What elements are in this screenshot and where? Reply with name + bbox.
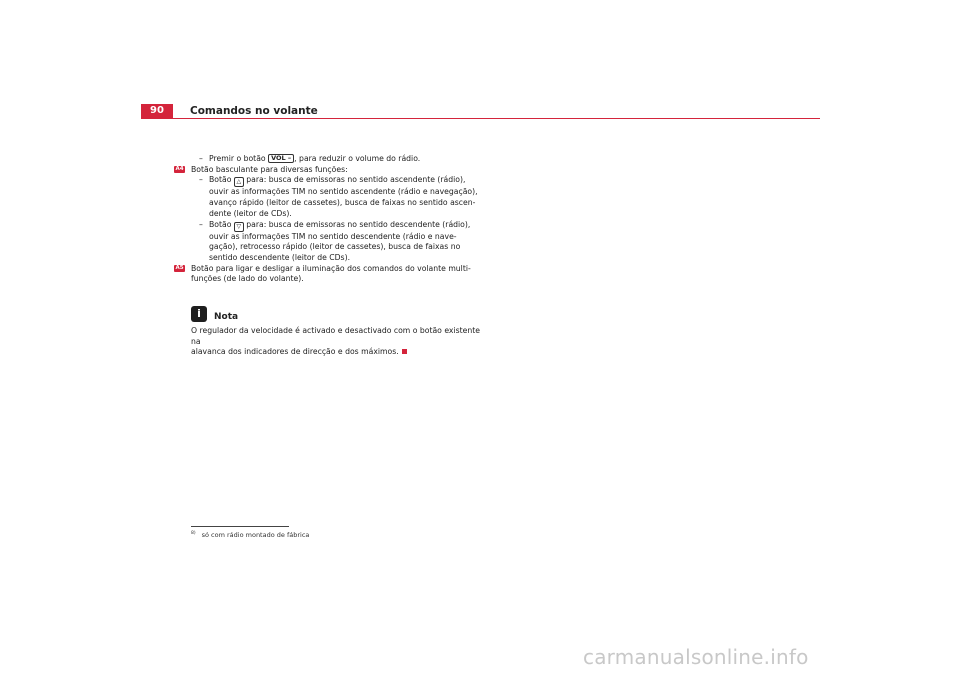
down-text-pre: Botão (209, 219, 234, 229)
instruction-text-post: , para reduzir o volume do rádio. (294, 154, 421, 163)
content-body (175, 154, 481, 285)
note-text (191, 326, 481, 358)
down-text-cont3: sentido descendente (leitor de CDs). (209, 252, 351, 262)
footnote-text: só com rádio montado de fábrica (201, 531, 310, 539)
up-text-cont2: avanço rápido (leitor de cassetes), busca de faixas no sentido ascen- (209, 198, 476, 208)
dash-bullet: – (199, 219, 203, 229)
down-arrow-icon: ▽ (234, 222, 244, 232)
up-text-cont1: ouvir as informações TIM no sentido ascendente (rádio e navegação), (209, 187, 478, 197)
up-button-instruction (191, 175, 481, 219)
end-of-section-mark (402, 349, 407, 354)
callout-a5: A5 (175, 264, 184, 271)
down-text-cont2: gação), retrocesso rápido (leitor de cassetes), busca de faixas no (209, 242, 461, 252)
note-line2: alavanca dos indicadores de direcção e dos máximos. (191, 347, 399, 357)
dash-bullet: – (199, 175, 203, 185)
vol-minus-key: VOL – (268, 154, 294, 163)
down-button-instruction (191, 220, 481, 264)
dash-bullet: – (199, 154, 203, 163)
note-line1: O regulador da velocidade é activado e desactivado com o botão existente na (191, 326, 480, 346)
footnote-divider (191, 526, 289, 527)
info-icon: i (191, 306, 207, 322)
note-title: Nota (214, 312, 239, 322)
up-arrow-icon: △ (234, 177, 244, 187)
a4-text: Botão basculante para diversas funções: (191, 164, 348, 174)
instruction-text-pre: Premir o botão (209, 154, 269, 163)
down-text-post: para: busca de emissoras no sentido descendente (rádio), (243, 219, 471, 229)
footnote (191, 531, 309, 539)
a5-text-line1: Botão para ligar e desligar a iluminação dos comandos do volante multi- (191, 263, 471, 273)
page-title: Comandos no volante (190, 105, 318, 117)
up-text-pre: Botão (209, 175, 234, 185)
callout-a4: A4 (175, 165, 184, 172)
a5-text-line2: funções (de lado do volante). (191, 274, 304, 284)
header-divider (141, 118, 820, 119)
page-number: 90 (141, 104, 173, 118)
watermark: carmanualsonline.info (583, 645, 809, 669)
up-text-cont3: dente (leitor de CDs). (209, 208, 292, 218)
up-text-post: para: busca de emissoras no sentido ascendente (rádio), (243, 175, 466, 185)
down-text-cont1: ouvir as informações TIM no sentido descendente (rádio e nave- (209, 231, 457, 241)
item-a5 (175, 263, 481, 285)
item-a4 (175, 164, 481, 176)
footnote-marker: 8) (191, 531, 196, 536)
volume-instruction (191, 154, 481, 165)
